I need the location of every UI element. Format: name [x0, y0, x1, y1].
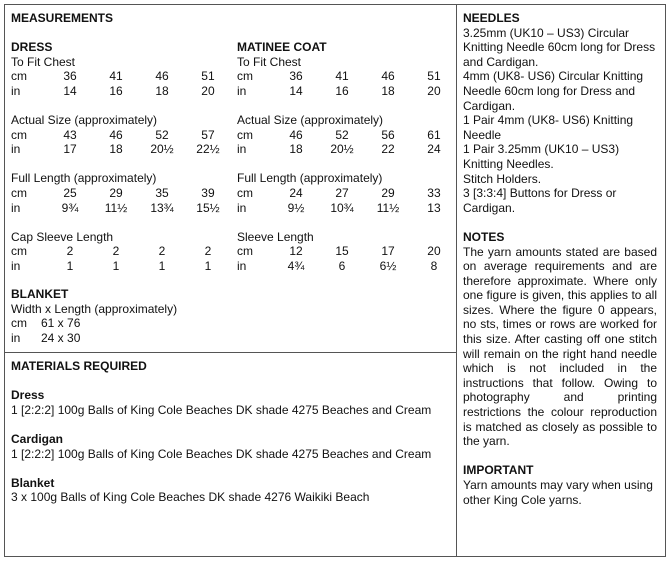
unit-cm: cm — [11, 244, 27, 259]
measurement-row-cm — [11, 244, 231, 259]
size-value: 46 — [381, 69, 395, 84]
measurement-row-cm — [237, 69, 457, 84]
unit-in: in — [11, 142, 21, 157]
measurement-label: Cap Sleeve Length — [11, 229, 114, 244]
blanket-title: BLANKET — [11, 287, 69, 301]
unit-in: in — [237, 200, 247, 215]
size-value: 9¾ — [61, 200, 79, 215]
measurement-row-cm — [237, 244, 457, 259]
size-value: 17 — [381, 244, 395, 259]
measurement-row-cm — [11, 69, 231, 84]
measurement-row-in — [237, 142, 457, 157]
measurement-row-in — [11, 201, 231, 216]
unit-in: in — [11, 200, 21, 215]
size-value: 1 — [112, 258, 120, 273]
measurement-row-cm — [11, 128, 231, 143]
measurement-row-in — [237, 84, 457, 99]
size-value: 20½ — [150, 142, 174, 157]
size-value: 36 — [289, 69, 303, 84]
dress-title: DRESS — [11, 40, 53, 54]
blanket-cm: 61 x 76 — [41, 316, 81, 331]
unit-in: in — [11, 83, 21, 98]
size-value: 29 — [109, 185, 123, 200]
needle-line: 3 [3:3:4] Buttons for Dress or Cardigan. — [463, 186, 617, 215]
measurement-label: To Fit Chest — [237, 54, 302, 69]
material-text: 3 x 100g Balls of King Cole Beaches DK shade 4276 Waikiki Beach — [11, 490, 370, 505]
measurements-title: MEASUREMENTS — [11, 11, 114, 25]
size-value: 20 — [427, 244, 441, 259]
size-value: 4¾ — [287, 258, 305, 273]
size-value: 18 — [109, 142, 123, 157]
size-value: 20 — [201, 83, 215, 98]
size-value: 52 — [335, 127, 349, 142]
material-text: 1 [2:2:2] 100g Balls of King Cole Beaches DK shade 4275 Beaches and Cream — [11, 446, 432, 461]
needles-title: NEEDLES — [463, 11, 520, 25]
matinee-measurements — [237, 40, 457, 274]
size-value: 27 — [335, 185, 349, 200]
measurement-label: To Fit Chest — [11, 54, 76, 69]
measurement-row-in — [11, 259, 231, 274]
right-column — [463, 11, 657, 507]
unit-in: in — [11, 330, 21, 345]
unit-in: in — [11, 258, 21, 273]
important-title: IMPORTANT — [463, 463, 534, 478]
size-value: 22 — [381, 142, 395, 157]
unit-cm: cm — [237, 185, 253, 200]
unit-cm: cm — [11, 127, 27, 142]
measurement-row-cm — [237, 186, 457, 201]
size-value: 15½ — [196, 200, 220, 215]
notes-text: The yarn amounts stated are based on average requirements and are therefore approximate. Where only one figure is given, this applies to all sizes. Where the figure 0 appears, no sts, times or rows are worked for this size. After casting off one stitch will remain on the right hand needle which is not included in the instructions that follow. Owing to photography and printing restrictions the colour reproduction is matched as closely as possible to the yarn. — [463, 244, 657, 449]
notes-title: NOTES — [463, 229, 505, 244]
size-value: 18 — [381, 83, 395, 98]
needle-line: 4mm (UK8- US6) Circular Knitting Needle 60cm long for Dress and Cardigan. — [463, 69, 644, 113]
size-value: 2 — [158, 244, 166, 259]
size-value: 10¾ — [330, 200, 354, 215]
size-value: 6½ — [379, 258, 397, 273]
size-value: 2 — [204, 244, 212, 259]
unit-cm: cm — [11, 185, 27, 200]
size-value: 11½ — [104, 200, 128, 215]
blanket-measurements — [11, 287, 177, 345]
measurement-label: Actual Size (approximately) — [237, 112, 384, 127]
blanket-in: 24 x 30 — [41, 330, 81, 345]
unit-cm: cm — [11, 69, 27, 84]
size-value: 57 — [201, 127, 215, 142]
unit-cm: cm — [237, 127, 253, 142]
size-value: 52 — [155, 127, 169, 142]
needle-line: 1 Pair 4mm (UK8- US6) Knitting Needle — [463, 113, 634, 142]
size-value: 1 — [204, 258, 212, 273]
needle-line: 1 Pair 3.25mm (UK10 – US3) Knitting Needles. — [463, 142, 620, 171]
size-value: 18 — [155, 83, 169, 98]
size-value: 41 — [335, 69, 349, 84]
size-value: 20 — [427, 83, 441, 98]
size-value: 9½ — [287, 200, 305, 215]
measurement-row-in — [11, 142, 231, 157]
blanket-size-label: Width x Length (approximately) — [11, 301, 178, 316]
size-value: 51 — [201, 69, 215, 84]
measurement-label: Actual Size (approximately) — [11, 112, 158, 127]
size-value: 36 — [63, 69, 77, 84]
size-value: 46 — [109, 127, 123, 142]
size-value: 12 — [289, 244, 303, 259]
unit-in: in — [237, 142, 247, 157]
size-value: 41 — [109, 69, 123, 84]
unit-in: in — [237, 258, 247, 273]
size-value: 25 — [63, 185, 77, 200]
measurement-label: Sleeve Length — [237, 229, 314, 244]
dress-measurements — [11, 40, 231, 274]
size-value: 46 — [289, 127, 303, 142]
size-value: 43 — [63, 127, 77, 142]
size-value: 51 — [427, 69, 441, 84]
size-value: 35 — [155, 185, 169, 200]
size-value: 29 — [381, 185, 395, 200]
size-value: 16 — [109, 83, 123, 98]
unit-cm: cm — [237, 69, 253, 84]
size-value: 61 — [427, 127, 441, 142]
unit-in: in — [237, 83, 247, 98]
size-value: 13 — [427, 200, 441, 215]
size-value: 2 — [112, 244, 120, 259]
size-value: 11½ — [376, 200, 400, 215]
needle-line: 3.25mm (UK10 – US3) Circular Knitting Needle 60cm long for Dress and Cardigan. — [463, 25, 656, 69]
important-text: Yarn amounts may vary when using other King Cole yarns. — [463, 478, 653, 507]
size-value: 20½ — [330, 142, 354, 157]
materials-title: MATERIALS REQUIRED — [11, 359, 147, 373]
size-value: 1 — [66, 258, 74, 273]
size-value: 6 — [338, 258, 346, 273]
material-title: Cardigan — [11, 431, 64, 446]
measurement-row-cm — [237, 128, 457, 143]
measurement-row-cm — [11, 186, 231, 201]
measurement-row-in — [237, 201, 457, 216]
size-value: 17 — [63, 142, 77, 157]
size-value: 24 — [289, 185, 303, 200]
size-value: 14 — [63, 83, 77, 98]
material-text: 1 [2:2:2] 100g Balls of King Cole Beaches DK shade 4275 Beaches and Cream — [11, 402, 432, 417]
size-value: 24 — [427, 142, 441, 157]
size-value: 18 — [289, 142, 303, 157]
size-value: 14 — [289, 83, 303, 98]
material-title: Dress — [11, 388, 45, 403]
unit-cm: cm — [11, 316, 27, 331]
size-value: 2 — [66, 244, 74, 259]
size-value: 13¾ — [150, 200, 174, 215]
size-value: 22½ — [196, 142, 220, 157]
needle-line: Stitch Holders. — [463, 171, 542, 186]
measurement-label: Full Length (approximately) — [11, 171, 157, 186]
measurement-row-in — [11, 84, 231, 99]
size-value: 46 — [155, 69, 169, 84]
size-value: 16 — [335, 83, 349, 98]
measurement-label: Full Length (approximately) — [237, 171, 383, 186]
size-value: 15 — [335, 244, 349, 259]
matinee-title: MATINEE COAT — [237, 40, 327, 54]
size-value: 8 — [430, 258, 438, 273]
size-value: 1 — [158, 258, 166, 273]
materials-section — [11, 359, 431, 505]
size-value: 56 — [381, 127, 395, 142]
unit-cm: cm — [237, 244, 253, 259]
size-value: 39 — [201, 185, 215, 200]
section-divider — [4, 352, 456, 353]
size-value: 33 — [427, 185, 441, 200]
material-title: Blanket — [11, 475, 55, 490]
measurement-row-in — [237, 259, 457, 274]
